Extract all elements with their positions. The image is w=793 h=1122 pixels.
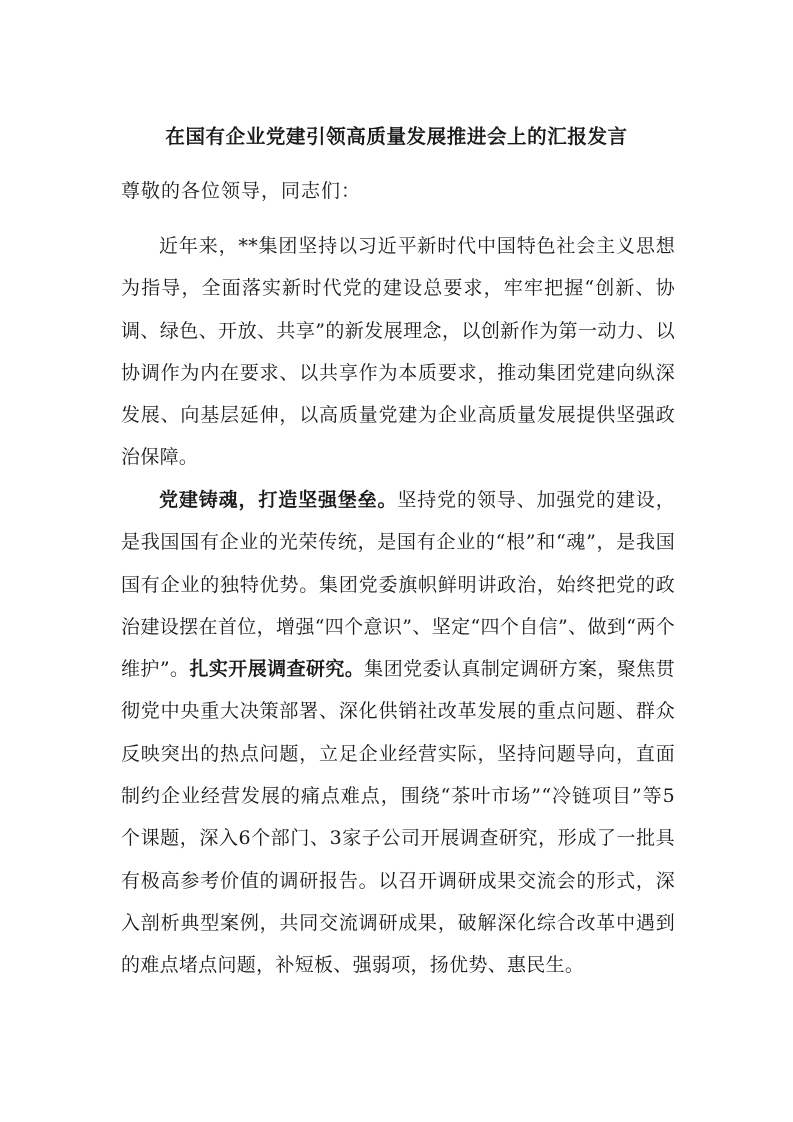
paragraph-party-building-text: 坚持党的领导、加强党的建设，是我国国有企业的光荣传统，是国有企业的“根”和“魂”，是我国国有企业的独特优势。集团党委旗帜鲜明讲政治，始终把党的政治建设摆在首位，增强“四个意识”、坚定“四个自信”、做到“两个维护”。 (121, 489, 676, 681)
salutation: 尊敬的各位领导，同志们： (121, 180, 362, 202)
paragraph-intro (121, 225, 675, 479)
paragraph-party-building (121, 479, 675, 987)
section-heading-party-building: 党建铸魂，打造坚强堡垒。 (159, 489, 398, 511)
section-heading-research: 扎实开展调查研究。 (189, 658, 365, 681)
paragraph-intro-text: 近年来，**集团坚持以习近平新时代中国特色社会主义思想为指导，全面落实新时代党的建设总要求，牢牢把握“创新、协调、绿色、开放、共享”的新发展理念，以创新作为第一动力、以协调作为内在要求、以共享作为本质要求，推动集团党建向纵深发展、向基层延伸，以高质量党建为企业高质量发展提供坚强政治保障。 (121, 235, 675, 469)
document-title: 在国有企业党建引领高质量发展推进会上的汇报发言 (165, 125, 628, 148)
paragraph-research-text: 集团党委认真制定调研方案，聚焦贯彻党中央重大决策部署、深化供销社改革发展的重点问题、群众反映突出的热点问题，立足企业经营实际，坚持问题导向，直面制约企业经营发展的痛点难点，围绕“茶叶市场”“冷链项目”等5个课题，深入6个部门、3家子公司开展调查研究，形成了一批具有极高参考价值的调研报告。以召开调研成果交流会的形式，深入剖析典型案例，共同交流调研成果，破解深化综合改革中遇到的难点堵点问题，补短板、强弱项，扬优势、惠民生。 (121, 658, 676, 977)
